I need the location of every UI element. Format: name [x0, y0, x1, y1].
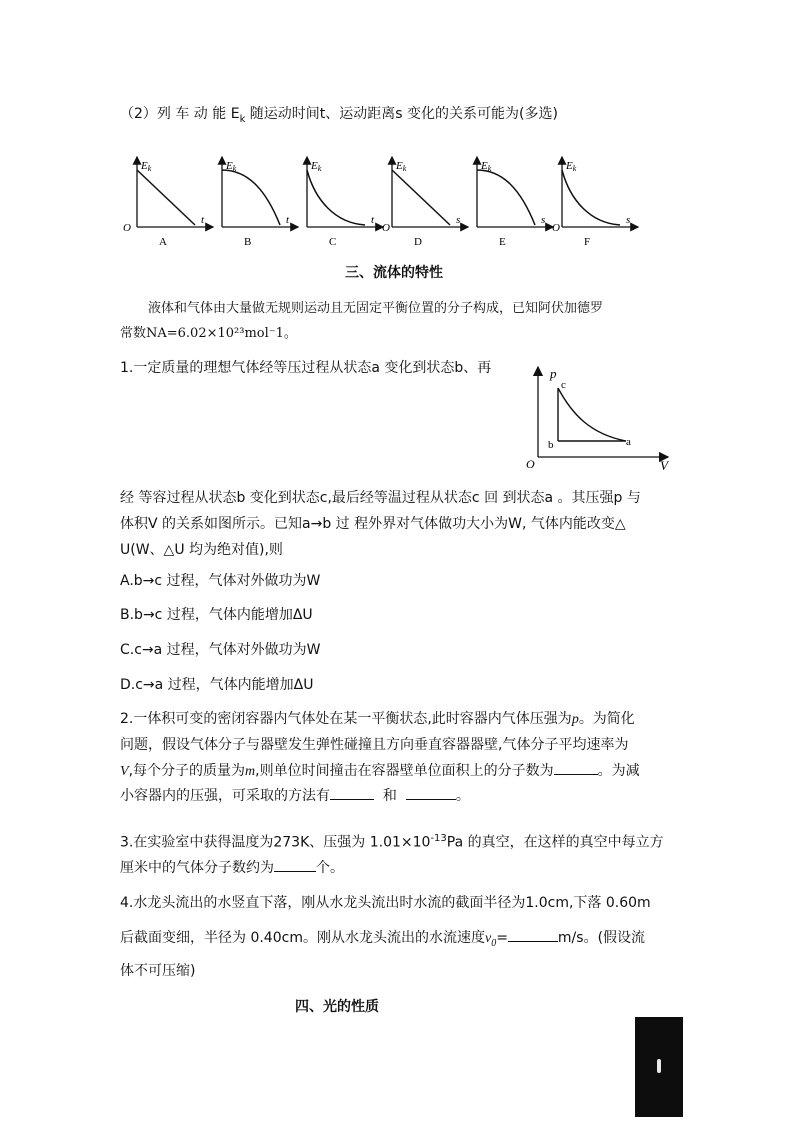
q1-option-c: C.c→a 过程，气体对外做功为W: [120, 642, 321, 658]
section4-title: 四、光的性质: [295, 999, 379, 1015]
answer-blank-method-1[interactable]: [330, 785, 374, 800]
origin-label: O: [552, 222, 560, 234]
graph-letter-d: D: [414, 236, 422, 248]
x-axis-label: s: [456, 214, 461, 226]
x-axis-label: t: [371, 214, 375, 226]
ek-axis-label: Ek: [396, 160, 407, 173]
v-axis-label: V: [660, 458, 668, 473]
q4-line-1: 4.水龙头流出的水竖直下落，刚从水龙头流出时水流的截面半径为1.0cm,下落 0.60m: [120, 895, 651, 911]
scanned-image-block: [635, 1017, 683, 1117]
q1-line-4: U(W、△U 均为绝对值),则: [120, 542, 283, 558]
pv-graph: [520, 362, 680, 474]
x-axis-label: s: [626, 214, 631, 226]
graph-letter-f: F: [584, 236, 591, 248]
q2-line-4: 小容器内的压强，可采取的方法有 和 。: [120, 785, 470, 806]
answer-blank-molecule-count[interactable]: [554, 760, 598, 775]
origin-label: O: [526, 457, 535, 471]
ek-graph-b: [222, 157, 298, 248]
ek-axis-label: Ek: [481, 160, 492, 173]
graph-letter-c: C: [329, 236, 337, 248]
graph-letter-b: B: [244, 236, 252, 248]
ek-graph-c: [307, 157, 383, 248]
origin-label: O: [123, 222, 131, 234]
x-axis-label: t: [286, 214, 290, 226]
q1-option-a: A.b→c 过程，气体对外做功为W: [120, 573, 321, 589]
answer-blank-method-2[interactable]: [406, 785, 456, 800]
ek-graph-a: [123, 157, 213, 248]
q4-line-3: 体不可压缩): [120, 963, 196, 979]
intro-line-2: 常数NA=6.02×10²³mol⁻1。: [120, 326, 297, 341]
q1-option-d: D.c→a 过程，气体内能增加ΔU: [120, 677, 314, 693]
q3-line-2: 厘米中的气体分子数约为 个。: [120, 857, 344, 878]
q3-line-1: 3.在实验室中获得温度为273K、压强为 $1.01\times 10^{-13}Pa$ 的真空，在这样的真空中每立方: [120, 833, 664, 851]
x-axis-label: t: [201, 214, 205, 226]
ek-graph-d: [382, 157, 468, 248]
ek-axis-label: Ek: [226, 160, 237, 173]
x-axis-label: s: [541, 214, 546, 226]
q1-option-b: B.b→c 过程，气体内能增加ΔU: [120, 607, 313, 623]
p-axis-label: p: [550, 366, 557, 381]
point-a-label: a: [626, 436, 631, 448]
ek-graphs-figure: [115, 155, 645, 250]
point-c-label: c: [561, 379, 566, 391]
answer-blank-flow-speed[interactable]: [508, 927, 558, 942]
q1-line-3: 体积V 的关系如图所示。已知a→b 过 程外界对气体做功大小为W, 气体内能改变△: [120, 516, 626, 532]
graph-letter-a: A: [159, 236, 167, 248]
origin-label: O: [382, 222, 390, 234]
ek-axis-label: Ek: [311, 160, 322, 173]
q1-line-1: 1.一定质量的理想气体经等压过程从状态a 变化到状态b、再: [120, 360, 492, 376]
point-b-label: b: [548, 439, 554, 451]
q2-line-2: 问题，假设气体分子与器壁发生弹性碰撞且方向垂直容器器壁,气体分子平均速率为: [120, 737, 629, 753]
q2-prompt: （2）列 车 动 能 $E_k$ 随运动时间t、运动距离s 变化的关系可能为(多选): [120, 106, 558, 125]
q2-line-1: 2.一体积可变的密闭容器内气体处在某一平衡状态,此时容器内气体压强为p。为简化: [120, 711, 635, 727]
ek-axis-label: Ek: [141, 160, 152, 173]
ek-graph-f: [552, 157, 638, 248]
section3-title: 三、流体的特性: [345, 265, 443, 281]
q1-line-2: 经 等容过程从状态b 变化到状态c,最后经等温过程从状态c 回 到状态a 。其压强p 与: [120, 490, 641, 506]
q2-line-3: V,每个分子的质量为m,则单位时间撞击在容器壁单位面积上的分子数为 。为减: [120, 760, 640, 782]
ek-axis-label: Ek: [566, 160, 577, 173]
answer-blank-molecule-number[interactable]: [274, 857, 316, 872]
graph-letter-e: E: [499, 236, 506, 248]
ek-graph-e: [477, 157, 553, 248]
intro-line-1: 液体和气体由大量做无规则运动且无固定平衡位置的分子构成，已知阿伏加德罗: [148, 301, 604, 316]
q4-line-2: 后截面变细，半径为 0.40cm。刚从水龙头流出的水流速度$v_0= m/s$。(假设流: [120, 927, 645, 954]
